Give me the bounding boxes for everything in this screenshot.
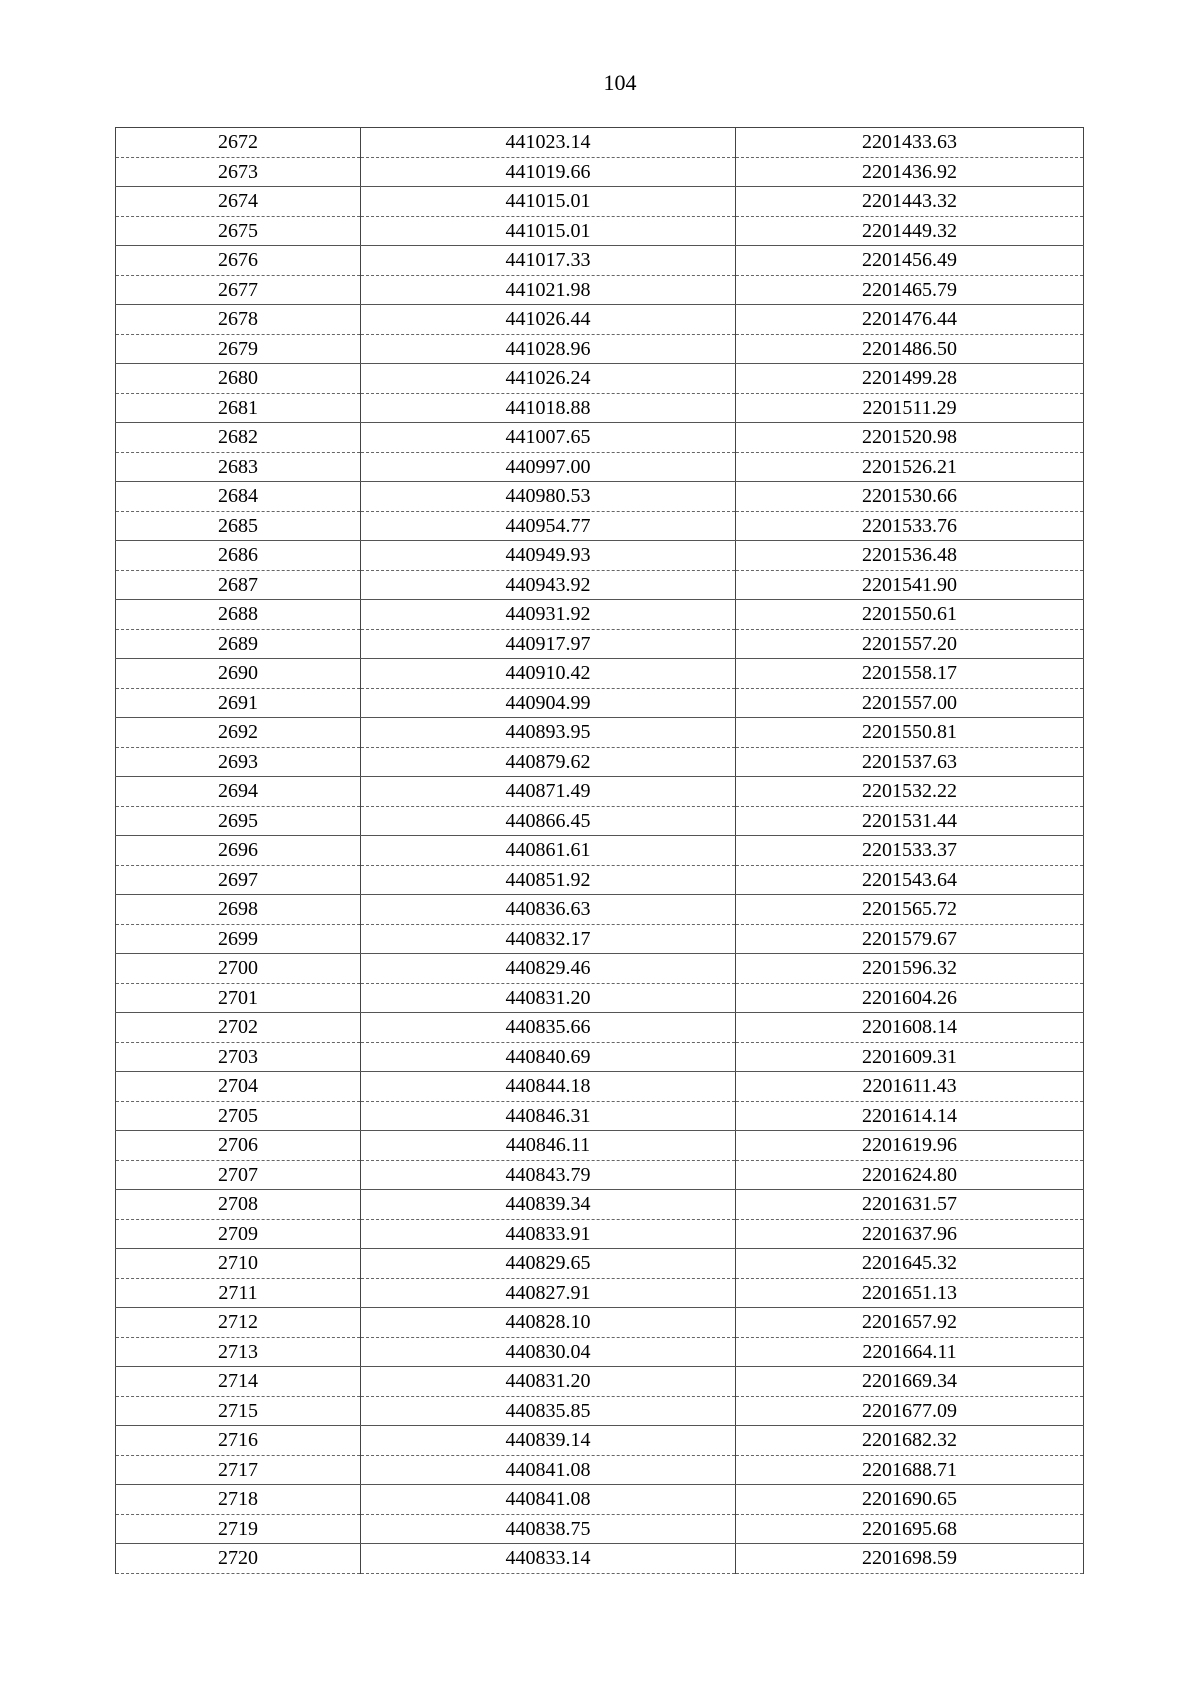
point-number-cell: 2717 [116, 1455, 361, 1485]
table-row [116, 1013, 1084, 1043]
table-row [116, 305, 1084, 335]
x-coordinate-cell: 441015.01 [361, 216, 736, 246]
table-row [116, 1337, 1084, 1367]
x-coordinate-cell: 441023.14 [361, 128, 736, 158]
y-coordinate-cell: 2201541.90 [736, 570, 1084, 600]
page-number: 104 [603, 70, 637, 95]
table-row [116, 1367, 1084, 1397]
y-coordinate-cell: 2201669.34 [736, 1367, 1084, 1397]
point-number-cell: 2712 [116, 1308, 361, 1338]
table-row [116, 1072, 1084, 1102]
table-row [116, 1485, 1084, 1515]
point-number-cell: 2696 [116, 836, 361, 866]
point-number-cell: 2707 [116, 1160, 361, 1190]
x-coordinate-cell: 441021.98 [361, 275, 736, 305]
table-row [116, 1160, 1084, 1190]
table-row [116, 1190, 1084, 1220]
y-coordinate-cell: 2201637.96 [736, 1219, 1084, 1249]
table-row [116, 1101, 1084, 1131]
table-row [116, 747, 1084, 777]
y-coordinate-cell: 2201624.80 [736, 1160, 1084, 1190]
point-number-cell: 2682 [116, 423, 361, 453]
table-row [116, 1396, 1084, 1426]
point-number-cell: 2676 [116, 246, 361, 276]
x-coordinate-cell: 440997.00 [361, 452, 736, 482]
x-coordinate-cell: 440828.10 [361, 1308, 736, 1338]
x-coordinate-cell: 440980.53 [361, 482, 736, 512]
y-coordinate-cell: 2201677.09 [736, 1396, 1084, 1426]
table-row [116, 600, 1084, 630]
x-coordinate-cell: 441026.44 [361, 305, 736, 335]
y-coordinate-cell: 2201682.32 [736, 1426, 1084, 1456]
point-number-cell: 2680 [116, 364, 361, 394]
x-coordinate-cell: 440910.42 [361, 659, 736, 689]
y-coordinate-cell: 2201614.14 [736, 1101, 1084, 1131]
y-coordinate-cell: 2201557.00 [736, 688, 1084, 718]
table-row [116, 1455, 1084, 1485]
x-coordinate-cell: 440835.66 [361, 1013, 736, 1043]
table-row [116, 570, 1084, 600]
x-coordinate-cell: 440829.65 [361, 1249, 736, 1279]
x-coordinate-cell: 440861.61 [361, 836, 736, 866]
table-row [116, 1308, 1084, 1338]
x-coordinate-cell: 440866.45 [361, 806, 736, 836]
table-row [116, 718, 1084, 748]
y-coordinate-cell: 2201526.21 [736, 452, 1084, 482]
table-row [116, 1514, 1084, 1544]
x-coordinate-cell: 440879.62 [361, 747, 736, 777]
x-coordinate-cell: 440844.18 [361, 1072, 736, 1102]
x-coordinate-cell: 440838.75 [361, 1514, 736, 1544]
table-row [116, 423, 1084, 453]
y-coordinate-cell: 2201436.92 [736, 157, 1084, 187]
table-row [116, 1278, 1084, 1308]
point-number-cell: 2718 [116, 1485, 361, 1515]
x-coordinate-cell: 440831.20 [361, 983, 736, 1013]
point-number-cell: 2703 [116, 1042, 361, 1072]
x-coordinate-cell: 440931.92 [361, 600, 736, 630]
table-row [116, 924, 1084, 954]
x-coordinate-cell: 440829.46 [361, 954, 736, 984]
y-coordinate-cell: 2201537.63 [736, 747, 1084, 777]
table-row [116, 983, 1084, 1013]
y-coordinate-cell: 2201690.65 [736, 1485, 1084, 1515]
y-coordinate-cell: 2201543.64 [736, 865, 1084, 895]
y-coordinate-cell: 2201657.92 [736, 1308, 1084, 1338]
table-row [116, 1042, 1084, 1072]
point-number-cell: 2716 [116, 1426, 361, 1456]
point-number-cell: 2689 [116, 629, 361, 659]
table-row [116, 541, 1084, 571]
y-coordinate-cell: 2201449.32 [736, 216, 1084, 246]
point-number-cell: 2713 [116, 1337, 361, 1367]
point-number-cell: 2701 [116, 983, 361, 1013]
table-row [116, 1544, 1084, 1574]
x-coordinate-cell: 441026.24 [361, 364, 736, 394]
table-row [116, 777, 1084, 807]
table-row [116, 1131, 1084, 1161]
table-row [116, 511, 1084, 541]
point-number-cell: 2681 [116, 393, 361, 423]
point-number-cell: 2700 [116, 954, 361, 984]
point-number-cell: 2684 [116, 482, 361, 512]
point-number-cell: 2702 [116, 1013, 361, 1043]
x-coordinate-cell: 440839.34 [361, 1190, 736, 1220]
x-coordinate-cell: 440893.95 [361, 718, 736, 748]
point-number-cell: 2672 [116, 128, 361, 158]
x-coordinate-cell: 441017.33 [361, 246, 736, 276]
table-row [116, 895, 1084, 925]
point-number-cell: 2678 [116, 305, 361, 335]
x-coordinate-cell: 441007.65 [361, 423, 736, 453]
y-coordinate-cell: 2201651.13 [736, 1278, 1084, 1308]
table-row [116, 452, 1084, 482]
y-coordinate-cell: 2201609.31 [736, 1042, 1084, 1072]
x-coordinate-cell: 440846.31 [361, 1101, 736, 1131]
table-row [116, 216, 1084, 246]
x-coordinate-cell: 440835.85 [361, 1396, 736, 1426]
y-coordinate-cell: 2201530.66 [736, 482, 1084, 512]
y-coordinate-cell: 2201486.50 [736, 334, 1084, 364]
table-row [116, 836, 1084, 866]
table-row [116, 275, 1084, 305]
y-coordinate-cell: 2201531.44 [736, 806, 1084, 836]
y-coordinate-cell: 2201664.11 [736, 1337, 1084, 1367]
x-coordinate-cell: 440871.49 [361, 777, 736, 807]
x-coordinate-cell: 440954.77 [361, 511, 736, 541]
x-coordinate-cell: 440833.91 [361, 1219, 736, 1249]
y-coordinate-cell: 2201688.71 [736, 1455, 1084, 1485]
x-coordinate-cell: 440904.99 [361, 688, 736, 718]
point-number-cell: 2675 [116, 216, 361, 246]
table-row [116, 659, 1084, 689]
x-coordinate-cell: 440840.69 [361, 1042, 736, 1072]
table-row [116, 364, 1084, 394]
table-row [116, 688, 1084, 718]
x-coordinate-cell: 440830.04 [361, 1337, 736, 1367]
x-coordinate-cell: 440943.92 [361, 570, 736, 600]
y-coordinate-cell: 2201579.67 [736, 924, 1084, 954]
y-coordinate-cell: 2201443.32 [736, 187, 1084, 217]
y-coordinate-cell: 2201608.14 [736, 1013, 1084, 1043]
x-coordinate-cell: 440841.08 [361, 1485, 736, 1515]
y-coordinate-cell: 2201550.81 [736, 718, 1084, 748]
point-number-cell: 2709 [116, 1219, 361, 1249]
point-number-cell: 2688 [116, 600, 361, 630]
point-number-cell: 2704 [116, 1072, 361, 1102]
coordinates-table-body [116, 128, 1084, 1574]
point-number-cell: 2694 [116, 777, 361, 807]
point-number-cell: 2692 [116, 718, 361, 748]
y-coordinate-cell: 2201645.32 [736, 1249, 1084, 1279]
y-coordinate-cell: 2201532.22 [736, 777, 1084, 807]
point-number-cell: 2674 [116, 187, 361, 217]
y-coordinate-cell: 2201476.44 [736, 305, 1084, 335]
table-row [116, 806, 1084, 836]
y-coordinate-cell: 2201536.48 [736, 541, 1084, 571]
x-coordinate-cell: 441018.88 [361, 393, 736, 423]
table-row [116, 393, 1084, 423]
y-coordinate-cell: 2201558.17 [736, 659, 1084, 689]
y-coordinate-cell: 2201557.20 [736, 629, 1084, 659]
point-number-cell: 2715 [116, 1396, 361, 1426]
point-number-cell: 2719 [116, 1514, 361, 1544]
table-row [116, 157, 1084, 187]
x-coordinate-cell: 440832.17 [361, 924, 736, 954]
point-number-cell: 2693 [116, 747, 361, 777]
y-coordinate-cell: 2201511.29 [736, 393, 1084, 423]
y-coordinate-cell: 2201698.59 [736, 1544, 1084, 1574]
point-number-cell: 2699 [116, 924, 361, 954]
point-number-cell: 2706 [116, 1131, 361, 1161]
point-number-cell: 2697 [116, 865, 361, 895]
x-coordinate-cell: 440846.11 [361, 1131, 736, 1161]
y-coordinate-cell: 2201433.63 [736, 128, 1084, 158]
point-number-cell: 2695 [116, 806, 361, 836]
point-number-cell: 2685 [116, 511, 361, 541]
table-row [116, 865, 1084, 895]
table-row [116, 482, 1084, 512]
point-number-cell: 2708 [116, 1190, 361, 1220]
y-coordinate-cell: 2201499.28 [736, 364, 1084, 394]
table-row [116, 187, 1084, 217]
point-number-cell: 2683 [116, 452, 361, 482]
table-row [116, 1249, 1084, 1279]
point-number-cell: 2679 [116, 334, 361, 364]
point-number-cell: 2698 [116, 895, 361, 925]
coordinates-table [115, 127, 1084, 1574]
y-coordinate-cell: 2201611.43 [736, 1072, 1084, 1102]
x-coordinate-cell: 440833.14 [361, 1544, 736, 1574]
y-coordinate-cell: 2201619.96 [736, 1131, 1084, 1161]
point-number-cell: 2705 [116, 1101, 361, 1131]
point-number-cell: 2687 [116, 570, 361, 600]
y-coordinate-cell: 2201456.49 [736, 246, 1084, 276]
table-row [116, 246, 1084, 276]
x-coordinate-cell: 440851.92 [361, 865, 736, 895]
table-row [116, 954, 1084, 984]
x-coordinate-cell: 440831.20 [361, 1367, 736, 1397]
x-coordinate-cell: 440836.63 [361, 895, 736, 925]
point-number-cell: 2710 [116, 1249, 361, 1279]
table-row [116, 1219, 1084, 1249]
y-coordinate-cell: 2201533.76 [736, 511, 1084, 541]
y-coordinate-cell: 2201596.32 [736, 954, 1084, 984]
x-coordinate-cell: 441028.96 [361, 334, 736, 364]
x-coordinate-cell: 440841.08 [361, 1455, 736, 1485]
y-coordinate-cell: 2201631.57 [736, 1190, 1084, 1220]
x-coordinate-cell: 440949.93 [361, 541, 736, 571]
point-number-cell: 2691 [116, 688, 361, 718]
point-number-cell: 2686 [116, 541, 361, 571]
y-coordinate-cell: 2201520.98 [736, 423, 1084, 453]
x-coordinate-cell: 440827.91 [361, 1278, 736, 1308]
table-row [116, 128, 1084, 158]
x-coordinate-cell: 440843.79 [361, 1160, 736, 1190]
point-number-cell: 2690 [116, 659, 361, 689]
table-row [116, 629, 1084, 659]
y-coordinate-cell: 2201533.37 [736, 836, 1084, 866]
y-coordinate-cell: 2201604.26 [736, 983, 1084, 1013]
table-row [116, 1426, 1084, 1456]
x-coordinate-cell: 441015.01 [361, 187, 736, 217]
point-number-cell: 2677 [116, 275, 361, 305]
y-coordinate-cell: 2201550.61 [736, 600, 1084, 630]
point-number-cell: 2673 [116, 157, 361, 187]
y-coordinate-cell: 2201695.68 [736, 1514, 1084, 1544]
point-number-cell: 2711 [116, 1278, 361, 1308]
y-coordinate-cell: 2201465.79 [736, 275, 1084, 305]
y-coordinate-cell: 2201565.72 [736, 895, 1084, 925]
point-number-cell: 2714 [116, 1367, 361, 1397]
x-coordinate-cell: 440917.97 [361, 629, 736, 659]
x-coordinate-cell: 441019.66 [361, 157, 736, 187]
x-coordinate-cell: 440839.14 [361, 1426, 736, 1456]
table-row [116, 334, 1084, 364]
point-number-cell: 2720 [116, 1544, 361, 1574]
